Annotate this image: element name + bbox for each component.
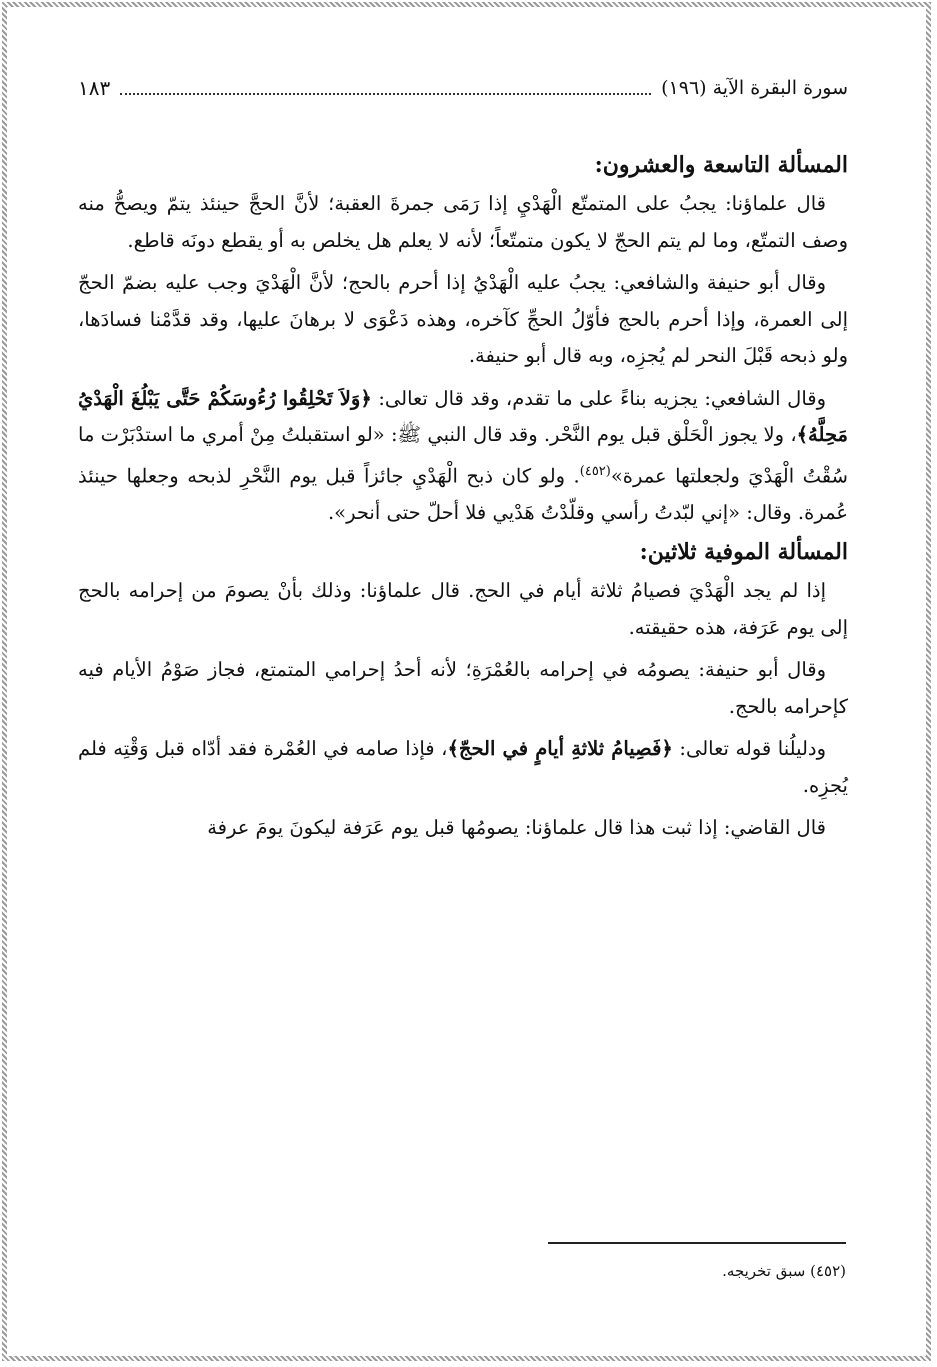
paragraph-text: ، فإذا صامه في العُمْرة فقد أدّاه قبل وَقْتِه فلم يُجزِه. [78,737,848,797]
quran-verse: ﴿وَلاَ تَحْلِقُوا رُءُوسَكُمْ حَتَّى يَبْلُغَ الْهَدْيُ مَحِلَّهُ﴾ [78,386,848,446]
header-leader-dots [120,81,651,95]
footnote [548,1262,846,1280]
paragraph: إذا لم يجد الْهَدْيَ فصيامُ ثلاثة أيام في الحج. قال علماؤنا: وذلك بأنْ يصومَ من إحرامه بالحج إلى يوم عَرَفة، هذه حقيقته. [78,579,848,639]
paragraph: وقال أبو حنيفة: يصومُه في إحرامه بالعُمْرَةِ؛ لأنه أحدُ إحرامي المتمتع، فجاز صَوْمُ الأيام فيه كإحرامه بالحج. [78,658,848,718]
paragraph-text: . ولو كان ذبح الْهَدْيِ جائزاً قبل يوم النَّحْرِ لذبحه وجعلها حينئذ عُمرة. وقال: «إني لبّدتُ رأسي وقلّدْتُ هَدْيي فلا أحلّ حتى أنحر». [78,464,848,524]
footnote-divider [548,1242,846,1244]
paragraph-with-quran-verse [78,731,848,804]
quran-verse: ﴿فَصِيامُ ثلاثةِ أيامٍ في الحجّ﴾ [447,737,673,760]
section-heading-29: المسألة التاسعة والعشرون: [594,152,848,178]
paragraph-with-quran-verse [78,381,848,532]
paragraph-text: ودليلُنا قوله تعالى: [672,737,826,760]
footnote-text: سبق تخريجه. [722,1262,806,1280]
running-header [78,70,848,106]
page-number: ١٨٣ [78,76,111,100]
document-page [78,70,848,853]
paragraph: قال علماؤنا: يجبُ على المتمتّع الْهَدْيِ إذا رَمَى جمرةَ العقبة؛ لأنَّ الحجَّ حينئذ يتمّ ويصحُّ منه وصف التمتّع، وما لم يتم الحجّ لا يكون متمتّعاً؛ لأنه لا يعلم هل يخلص به أو يقطع دونَه قاطع. [78,192,848,252]
footnote-reference: (٤٥٢) [579,463,611,479]
paragraph-text: وقال الشافعي: يجزيه بناءً على ما تقدم، وقد قال تعالى: [371,386,826,410]
paragraph: قال القاضي: إذا ثبت هذا قال علماؤنا: يصومُها قبل يوم عَرَفة ليكونَ يومَ عرفة [207,816,826,839]
footnote-number: (٤٥٢) [810,1262,846,1280]
section-heading-30: المسألة الموفية ثلاثين: [639,539,848,565]
header-title: سورة البقرة الآية (١٩٦) [661,77,848,99]
paragraph-text: ، ولا يجوز الْحَلْق قبل يوم النَّحْر. وقد قال النبي ﷺ: «لو استقبلتُ مِنْ أمري ما استدْبَرْت ما سُقْتُ الْهَدْيَ ولجعلتها عمرة» [78,423,848,487]
paragraph: وقال أبو حنيفة والشافعي: يجبُ عليه الْهَدْيُ إذا أحرم بالحج؛ لأنَّ الْهَدْيَ وجب عليه بضمّ الحجّ إلى العمرة، وإذا أحرم بالحج فأوّلُ الحجِّ كآخره، وهذه دَعْوَى لا برهانَ عليها، وقد قدَّمْنا فسادَها، ولو ذبحه قَبْلَ النحر لم يُجزِه، وبه قال أبو حنيفة. [78,271,848,367]
